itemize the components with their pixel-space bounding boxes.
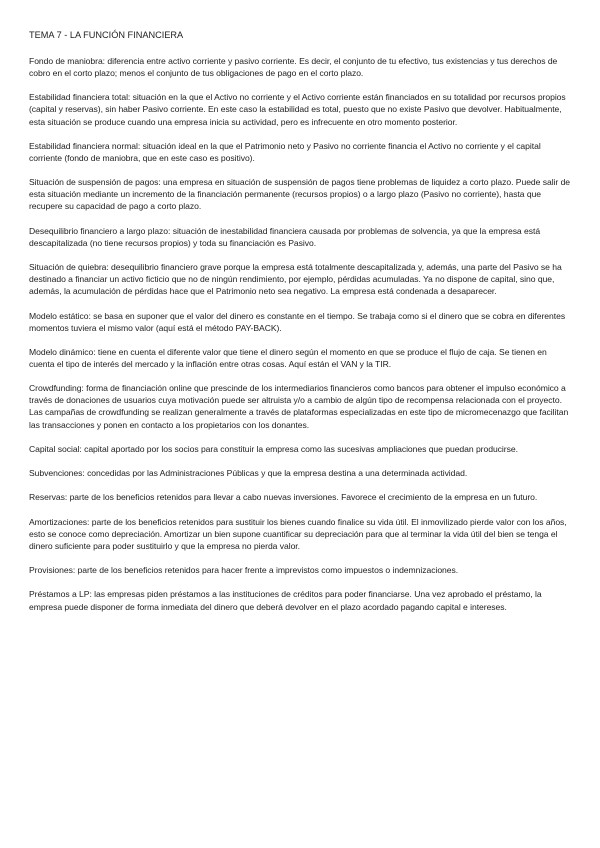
paragraph-amortizaciones: Amortizaciones: parte de los beneficios retenidos para sustituir los bienes cuando finalice su vida útil. El inmovilizado pierde valor con los años, esto se conoce como depreciación. Amortizar un bien supone cuantificar su depreciación para que al terminar la vida útil del bien se tenga el dinero suficiente para poder sustituirlo y que la empresa no pierda valor. — [29, 516, 567, 551]
paragraph-modelo-estatico: Modelo estático: se basa en suponer que el valor del dinero es constante en el tiempo. Se trabaja como si el dinero que se cobra en diferentes momentos tuviera el mismo valor (aquí está el método PAY-BACK). — [29, 310, 566, 333]
paragraph-subvenciones: Subvenciones: concedidas por las Administraciones Públicas y que la empresa destina a una determinada actividad. — [29, 468, 468, 479]
paragraph-suspension-de-pagos: Situación de suspensión de pagos: una empresa en situación de suspensión de pagos tiene problemas de liquidez a corto plazo. Puede salir de esta situación mediante un incremento de la financiación permanente (recursos propios) o a largo plazo (Pasivo no corriente), hasta que recupere su capacidad de pago a corto plazo. — [29, 177, 571, 212]
document-title: TEMA 7 - LA FUNCIÓN FINANCIERA — [29, 30, 184, 40]
paragraph-estabilidad-normal: Estabilidad financiera normal: situación ideal en la que el Patrimonio neto y Pasivo no corriente financia el Activo no corriente y el capital corriente (fondo de maniobra, que en este caso es positivo). — [29, 140, 541, 163]
paragraph-fondo-de-maniobra: Fondo de maniobra: diferencia entre activo corriente y pasivo corriente. Es decir, el conjunto de tu efectivo, tus existencias y tus derechos de cobro en el corto plazo; menos el conjunto de tus obligaciones de pago en el corto plazo. — [29, 56, 558, 79]
paragraph-crowdfunding: Crowdfunding: forma de financiación online que prescinde de los intermediarios financieros como bancos para obtener el impulso económico a través de donaciones de usuarios cuya motivación puede ser altruista y/o a cambio de algún tipo de recompensa relacionada con el proyecto. Las campañas de crowdfunding se realizan generalmente a través de plataformas especializadas en este tipo de micromecenazgo que facilitan las transacciones y ponen en contacto a los propietarios con los donantes. — [29, 383, 569, 430]
paragraph-reservas: Reservas: parte de los beneficios retenidos para llevar a cabo nuevas inversiones. Favorece el crecimiento de la empresa en un futuro. — [29, 492, 538, 503]
paragraph-provisiones: Provisiones: parte de los beneficios retenidos para hacer frente a imprevistos como impuestos o indemnizaciones. — [29, 565, 459, 576]
paragraph-estabilidad-total: Estabilidad financiera total: situación en la que el Activo no corriente y el Activo corriente están financiados en su totalidad por recursos propios (capital y reservas), sin haber Pasivo corriente. En este caso la estabilidad es total, puesto que no existe Pasivo que devolver. Habitualmente, esta situación se produce cuando una empresa inicia su actividad, pero es infrecuente en otro momento posterior. — [29, 92, 566, 127]
paragraph-quiebra: Situación de quiebra: desequilibrio financiero grave porque la empresa está totalmente descapitalizada y, además, una parte del Pasivo se ha destinado a financiar un activo ficticio que no de ningún rendimiento, por ejemplo, pérdidas acumuladas. Ya no dispone de capital, sino que, además, la acumulación de pérdidas hace que el Patrimonio neto sea negativo. La empresa está condenada a desaparecer. — [29, 262, 562, 297]
paragraph-prestamos-lp: Préstamos a LP: las empresas piden préstamos a las instituciones de créditos para poder financiarse. Una vez aprobado el préstamo, la empresa puede disponer de forma inmediata del dinero que deberá devolver en el plazo acordado pagando capital e intereses. — [29, 589, 542, 612]
paragraph-modelo-dinamico: Modelo dinámico: tiene en cuenta el diferente valor que tiene el dinero según el momento en que se produce el flujo de caja. Se tienen en cuenta el tipo de interés del mercado y la inflación entre otras cosas. Aquí están el VAN y la TIR. — [29, 346, 547, 369]
paragraph-desequilibrio-largo-plazo: Desequilibrio financiero a largo plazo: situación de inestabilidad financiera causada por problemas de solvencia, ya que la empresa está descapitalizada (no tiene recursos propios) y toda su financiación es Pasivo. — [29, 225, 541, 248]
paragraph-capital-social: Capital social: capital aportado por los socios para constituir la empresa como las sucesivas ampliaciones que puedan producirse. — [29, 443, 518, 454]
